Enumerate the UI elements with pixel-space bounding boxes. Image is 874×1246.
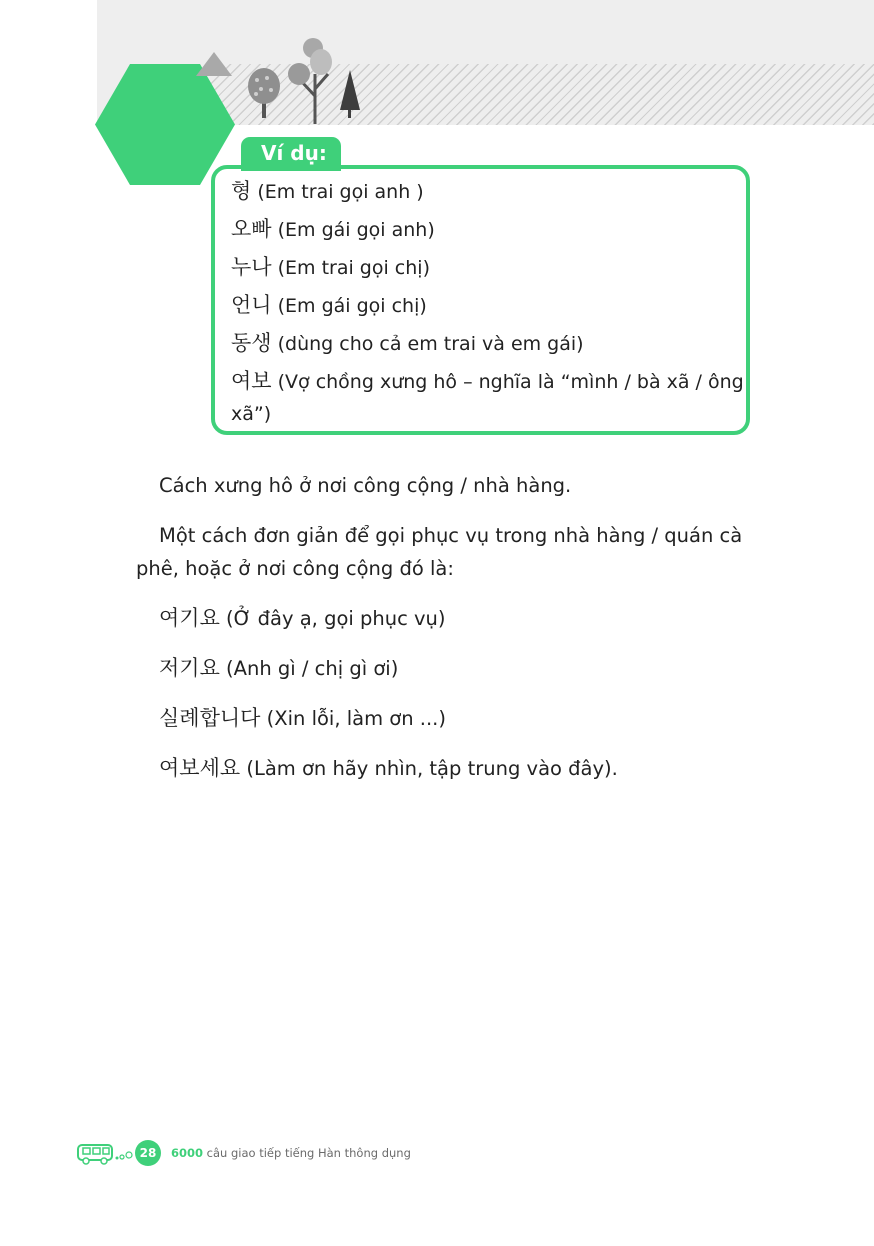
example-item: [231, 327, 746, 360]
book-title-rest: câu giao tiếp tiếng Hàn thông dụng: [203, 1146, 411, 1160]
korean-term: 실례합니다: [159, 706, 261, 730]
car-icon: [76, 1140, 136, 1166]
korean-term: 언니: [231, 293, 272, 317]
vietnamese-meaning: (Em trai gọi anh ): [251, 181, 424, 203]
korean-term: 누나: [231, 255, 272, 279]
korean-term: 동생: [231, 331, 272, 355]
vietnamese-meaning: (Em gái gọi anh): [271, 219, 435, 241]
body-paragraph: Một cách đơn giản để gọi phục vụ trong nhà hàng / quán cà phê, hoặc ở nơi công cộng đó là:: [136, 524, 743, 580]
book-title-number: 6000: [171, 1146, 204, 1160]
korean-term: 오빠: [231, 217, 272, 241]
phrase-line: [159, 702, 446, 735]
book-title: [171, 1143, 411, 1163]
vietnamese-meaning: (Em trai gọi chị): [271, 257, 430, 279]
vietnamese-meaning: (Em gái gọi chị): [271, 295, 427, 317]
example-item: [231, 213, 746, 246]
body-paragraph: Cách xưng hô ở nơi công cộng / nhà hàng.: [159, 474, 572, 497]
korean-term: 여보세요: [159, 756, 241, 780]
korean-term: 형: [231, 179, 252, 203]
vietnamese-meaning: (Anh gì / chị gì ơi): [219, 657, 399, 680]
korean-term: 여보: [231, 369, 272, 393]
example-item: [231, 175, 746, 208]
phrase-line: [159, 752, 618, 785]
example-item: [231, 289, 746, 322]
example-item: [231, 251, 746, 284]
example-heading: Ví dụ:: [241, 137, 341, 171]
page-number: 28: [135, 1140, 161, 1166]
korean-term: 여기요: [159, 606, 220, 630]
vietnamese-meaning: (Xin lỗi, làm ơn ...): [260, 707, 446, 730]
vietnamese-meaning: (Vợ chồng xưng hô – nghĩa là “mình / bà xã / ông xã”): [231, 371, 744, 425]
vietnamese-meaning: (dùng cho cả em trai và em gái): [271, 333, 584, 355]
phrase-line: [159, 652, 398, 685]
vietnamese-meaning: (Ở đây ạ, gọi phục vụ): [219, 607, 446, 630]
vietnamese-meaning: (Làm ơn hãy nhìn, tập trung vào đây).: [240, 757, 618, 780]
korean-term: 저기요: [159, 656, 220, 680]
phrase-line: [159, 602, 446, 635]
example-item: [231, 365, 746, 430]
tree-illustration: [190, 34, 370, 126]
